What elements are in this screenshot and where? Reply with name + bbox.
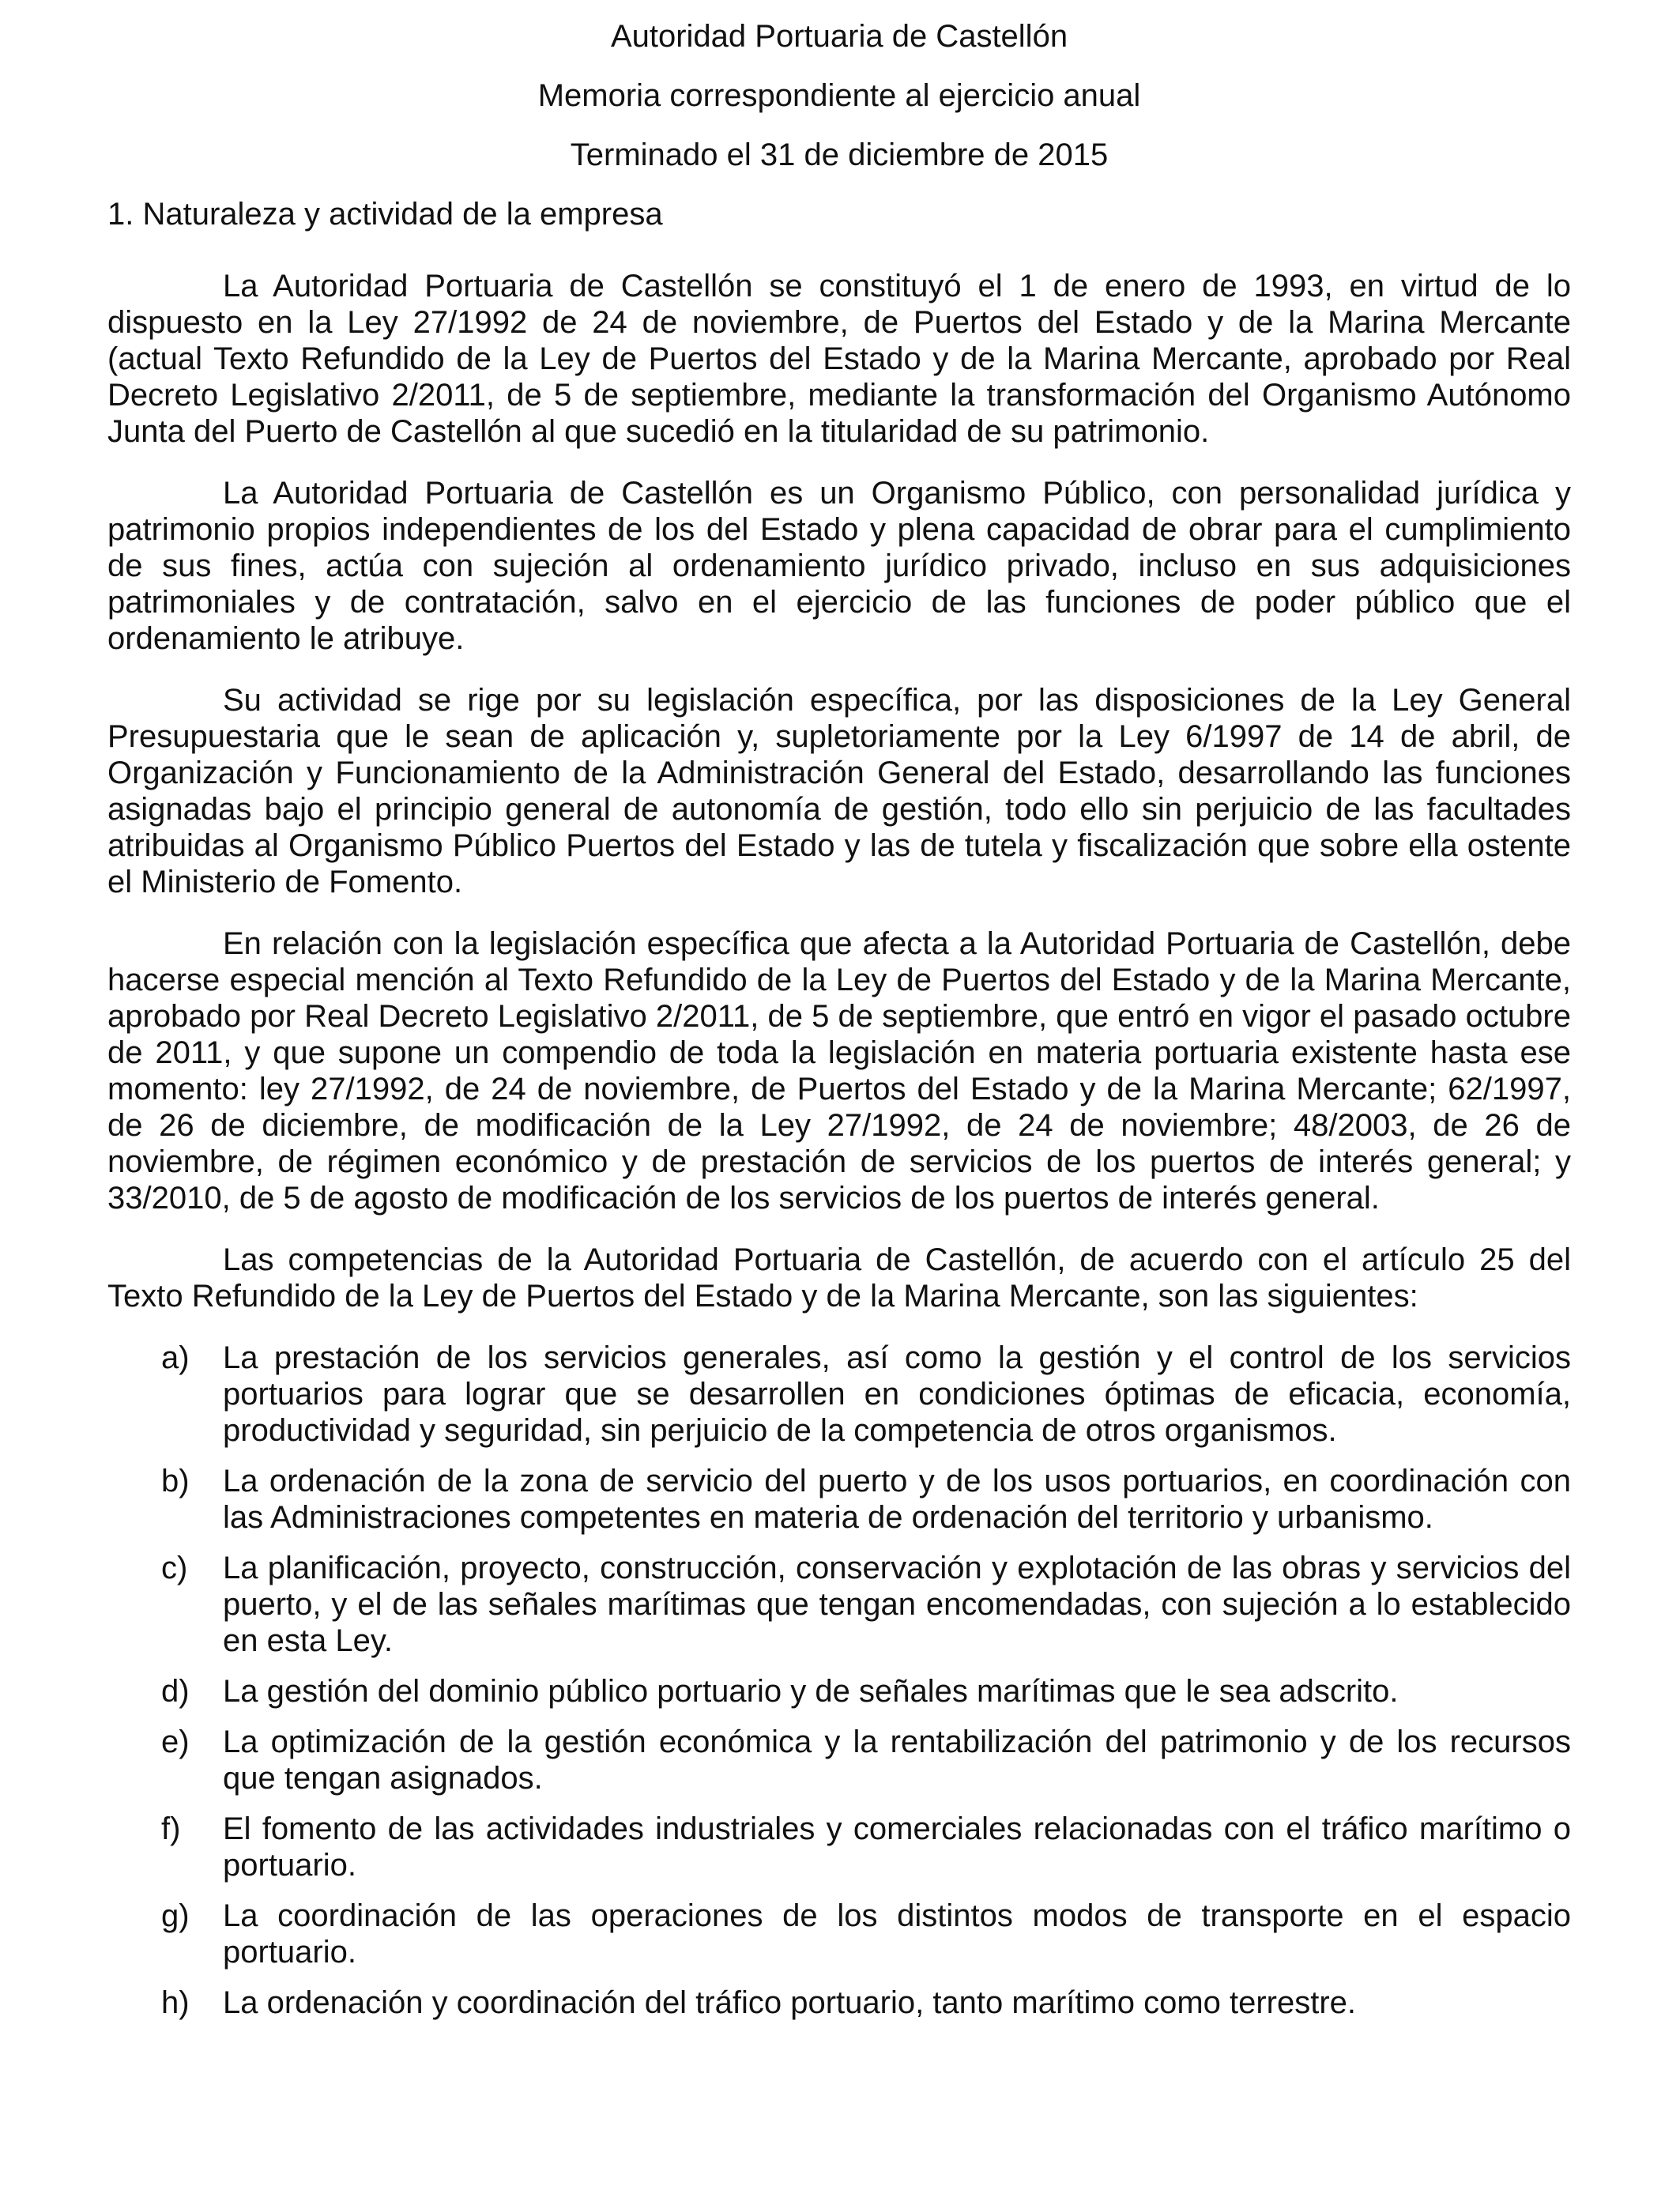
- list-item-text: La coordinación de las operaciones de los distintos modos de transporte en el espacio portuario.: [223, 1898, 1571, 1970]
- list-item-letter: b): [161, 1464, 190, 1498]
- list-item-text: La planificación, proyecto, construcción, conservación y explotación de las obras y servicios del puerto, y el de las señales marítimas que tengan encomendadas, con sujeción a lo establecido en esta Ley.: [223, 1551, 1571, 1658]
- list-item-text: La ordenación y coordinación del tráfico portuario, tanto marítimo como terrestre.: [223, 1985, 1357, 2020]
- list-item-text: El fomento de las actividades industriales y comerciales relacionadas con el tráfico marítimo o portuario.: [223, 1811, 1571, 1883]
- list-item: [107, 1340, 1571, 1449]
- section-heading: 1. Naturaleza y actividad de la empresa: [107, 197, 663, 232]
- document-period: Terminado el 31 de diciembre de 2015: [570, 138, 1109, 172]
- list-item-letter: c): [161, 1551, 188, 1585]
- list-item-letter: a): [161, 1340, 190, 1375]
- list-item: [107, 1463, 1571, 1536]
- list-item-letter: h): [161, 1985, 190, 2020]
- paragraph-legal-nature: La Autoridad Portuaria de Castellón es un Organismo Público, con personalidad jurídica y patrimonio propios independientes de los del Estado y plena capacidad de obrar para el cumplimiento de sus fines, actúa con sujeción al ordenamiento jurídico privado, incluso en sus adquisiciones patrimoniales y de contratación, salvo en el ejercicio de las funciones de poder público que el ordenamiento le atribuye.: [107, 476, 1571, 656]
- list-item: [107, 1898, 1571, 1970]
- list-item-text: La gestión del dominio público portuario y de señales marítimas que le sea adscrito.: [223, 1674, 1399, 1709]
- list-item-letter: f): [161, 1811, 181, 1846]
- list-item: [107, 1724, 1571, 1796]
- paragraph-legislation: En relación con la legislación específica que afecta a la Autoridad Portuaria de Castellón, debe hacerse especial mención al Texto Refundido de la Ley de Puertos del Estado y de la Marina Mercante, aprobado por Real Decreto Legislativo 2/2011, de 5 de septiembre, que entró en vigor el pasado octubre de 2011, y que supone un compendio de toda la legislación en materia portuaria existente hasta ese momento: ley 27/1992, de 24 de noviembre, de Puertos del Estado y de la Marina Mercante; 62/1997, de 26 de diciembre, de modificación de la Ley 27/1992, de 24 de noviembre; 48/2003, de 26 de noviembre, de régimen económico y de prestación de servicios de los puertos de interés general; y 33/2010, de 5 de agosto de modificación de los servicios de los puertos de interés general.: [107, 926, 1571, 1216]
- list-item: [107, 1673, 1571, 1710]
- list-item: [107, 1550, 1571, 1659]
- list-item-letter: e): [161, 1725, 190, 1759]
- paragraph-competencias-intro: Las competencias de la Autoridad Portuaria de Castellón, de acuerdo con el artículo 25 del Texto Refundido de la Ley de Puertos del Estado y de la Marina Mercante, son las siguientes:: [107, 1242, 1571, 1314]
- document-page: [107, 17, 1571, 2035]
- list-item-letter: d): [161, 1674, 190, 1709]
- paragraph-constitution: La Autoridad Portuaria de Castellón se constituyó el 1 de enero de 1993, en virtud de lo dispuesto en la Ley 27/1992 de 24 de noviembre, de Puertos del Estado y de la Marina Mercante (actual Texto Refundido de la Ley de Puertos del Estado y de la Marina Mercante, aprobado por Real Decreto Legislativo 2/2011, de 5 de septiembre, mediante la transformación del Organismo Autónomo Junta del Puerto de Castellón al que sucedió en la titularidad de su patrimonio.: [107, 269, 1571, 449]
- list-item-text: La prestación de los servicios generales, así como la gestión y el control de los servicios portuarios para lograr que se desarrollen en condiciones óptimas de eficacia, economía, productividad y seguridad, sin perjuicio de la competencia de otros organismos.: [223, 1340, 1571, 1448]
- list-item-letter: g): [161, 1898, 190, 1933]
- competencias-list: [107, 1340, 1571, 2021]
- paragraph-regulation: Su actividad se rige por su legislación específica, por las disposiciones de la Ley General Presupuestaria que le sean de aplicación y, supletoriamente por la Ley 6/1997 de 14 de abril, de Organización y Funcionamiento de la Administración General del Estado, desarrollando las funciones asignadas bajo el principio general de autonomía de gestión, todo ello sin perjuicio de las facultades atribuidas al Organismo Público Puertos del Estado y las de tutela y fiscalización que sobre ella ostente el Ministerio de Fomento.: [107, 683, 1571, 899]
- document-subtitle: Memoria correspondiente al ejercicio anual: [537, 78, 1141, 113]
- document-title: Autoridad Portuaria de Castellón: [610, 19, 1068, 54]
- list-item: [107, 1811, 1571, 1883]
- list-item-text: La optimización de la gestión económica y la rentabilización del patrimonio y de los recursos que tengan asignados.: [223, 1725, 1571, 1796]
- list-item-text: La ordenación de la zona de servicio del puerto y de los usos portuarios, en coordinación con las Administraciones competentes en materia de ordenación del territorio y urbanismo.: [223, 1464, 1571, 1535]
- list-item: [107, 1985, 1571, 2021]
